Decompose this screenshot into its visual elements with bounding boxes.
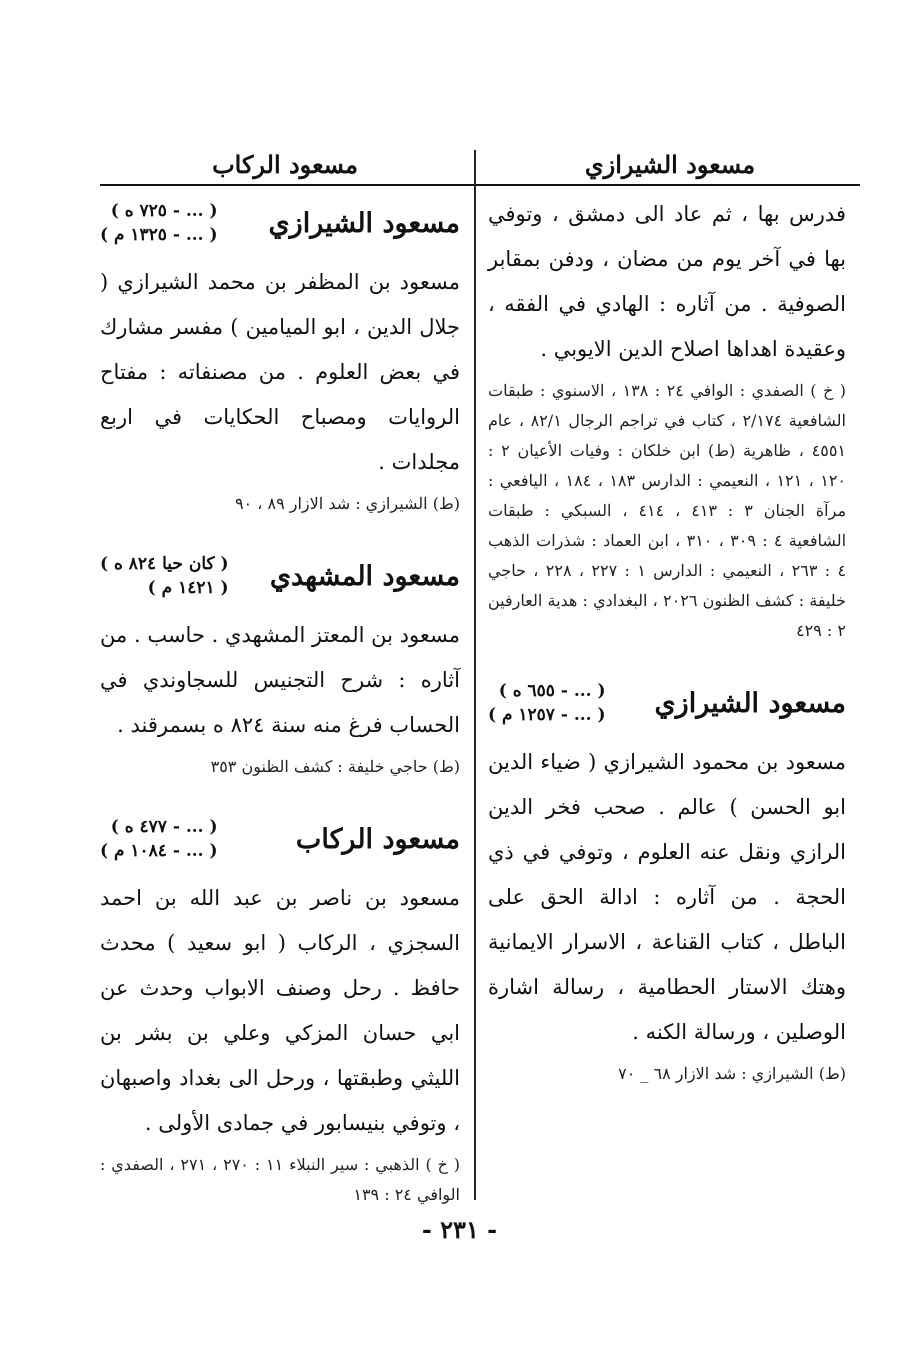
- entry-sources: (ط) حاجي خليفة : كشف الظنون ٣٥٣: [210, 757, 460, 776]
- entry-continuation-text: فدرس بها ، ثم عاد الى دمشق ، وتوفي بها في آخر يوم من مضان ، ودفن بمقابر الصوفية . من آثاره : الهادي في الفقه ، وعقيدة اهداها اصلاح الدين الايوبي .: [488, 202, 846, 361]
- date-gregorian: ( ... - ١٢٥٧ م ): [488, 705, 606, 725]
- running-header-right: مسعود الشيرازي: [584, 150, 756, 179]
- entry-title: مسعود الشيرازي: [654, 687, 846, 719]
- entry-heading: [100, 545, 460, 607]
- entry-dates: [100, 199, 218, 247]
- spacer: [100, 782, 460, 808]
- entry-sources: (ط) الشيرازي : شد الازار ٦٨ _ ٧٠: [618, 1064, 846, 1083]
- date-gregorian: ( ... - ١٣٢٥ م ): [100, 225, 218, 245]
- date-hijri: ( ... - ٦٥٥ ه ): [498, 681, 606, 701]
- entry-heading: [100, 808, 460, 870]
- page-number: - ٢٣١ -: [421, 1215, 498, 1244]
- date-hijri: ( ... - ٧٢٥ ه ): [110, 201, 218, 221]
- spacer: [488, 646, 846, 672]
- entry-body-text: مسعود بن المظفر بن محمد الشيرازي ( جلال الدين ، ابو الميامين ) مفسر مشارك في بعض العلوم . من مصنفاته : مفتاح الروايات ومصباح الحكايات في اربع مجلدات .: [100, 270, 460, 474]
- entry-sources: (ط) الشيرازي : شد الازار ٨٩ ، ٩٠: [234, 494, 460, 513]
- column-divider: [474, 150, 476, 1200]
- entry-heading: [100, 192, 460, 254]
- entry-title: مسعود المشهدي: [269, 560, 460, 592]
- entry-title: مسعود الركاب: [295, 823, 460, 855]
- date-hijri: ( كان حيا ٨٢٤ ه ): [100, 554, 229, 574]
- entry-title: مسعود الشيرازي: [268, 207, 460, 239]
- right-column: [488, 192, 846, 1089]
- entry-body-text: مسعود بن المعتز المشهدي . حاسب . من آثاره : شرح التجنيس للسجاوندي في الحساب فرغ منه سنة ٨٢٤ ه بسمرقند .: [100, 623, 460, 737]
- spacer: [100, 519, 460, 545]
- entry-dates: [488, 679, 606, 727]
- entry-heading: [488, 672, 846, 734]
- date-hijri: ( ... - ٤٧٧ ه ): [110, 817, 218, 837]
- entry-sources: ( خ ) الصفدي : الوافي ٢٤ : ١٣٨ ، الاسنوي : طبقات الشافعية ٢/١٧٤ ، كتاب في تراجم الرجال ٨٢/١ ، عام ٤٥٥١ ، ظاهرية (ط) ابن خلكان : وفيات الأعيان ٢ : ١٢٠ ، ١٢١ ، النعيمي : الدارس ١٨٣ ، ١٨٤ ، اليافعي : مرآة الجنان ٣ : ٤١٣ ، ٤١٤ ، السبكي : طبقات الشافعية ٤ : ٣٠٩ ، ٣١٠ ، ابن العماد : شذرات الذهب ٤ : ٢٦٣ ، النعيمي : الدارس ١ : ٢٢٧ ، ٢٢٨ ، حاجي خليفة : كشف الظنون ٢٠٢٦ ، البغدادي : هدية العارفين ٢ : ٤٢٩: [488, 381, 847, 640]
- entry-dates: [100, 815, 218, 863]
- date-gregorian: ( ... - ١٠٨٤ م ): [100, 841, 218, 861]
- header-rule: [100, 184, 860, 186]
- left-column: [100, 192, 460, 1210]
- date-gregorian: ( ١٤٢١ م ): [147, 578, 229, 598]
- entry-body-text: مسعود بن ناصر بن عبد الله بن احمد السجزي ، الركاب ( ابو سعيد ) محدث حافظ . رحل وصنف الابواب وحدث عن ابي حسان المزكي وعلي بن بشر بن الليثي وطبقتها ، ورحل الى بغداد واصبهان ، وتوفي بنيسابور في جمادى الأولى .: [100, 886, 460, 1135]
- running-header-left: مسعود الركاب: [212, 150, 358, 179]
- entry-body-text: مسعود بن محمود الشيرازي ( ضياء الدين ابو الحسن ) عالم . صحب فخر الدين الرازي ونقل عنه العلوم ، وتوفي في ذي الحجة . من آثاره : ادالة الحق على الباطل ، كتاب القناعة ، الاسرار الايمانية وهتك الاستار الحطامية ، رسالة اشارة الوصلين ، ورسالة الكنه .: [488, 750, 846, 1044]
- entry-sources: ( خ ) الذهبي : سير النبلاء ١١ : ٢٧٠ ، ٢٧١ ، الصفدي : الوافي ٢٤ : ١٣٩: [100, 1155, 461, 1204]
- entry-dates: [100, 552, 229, 600]
